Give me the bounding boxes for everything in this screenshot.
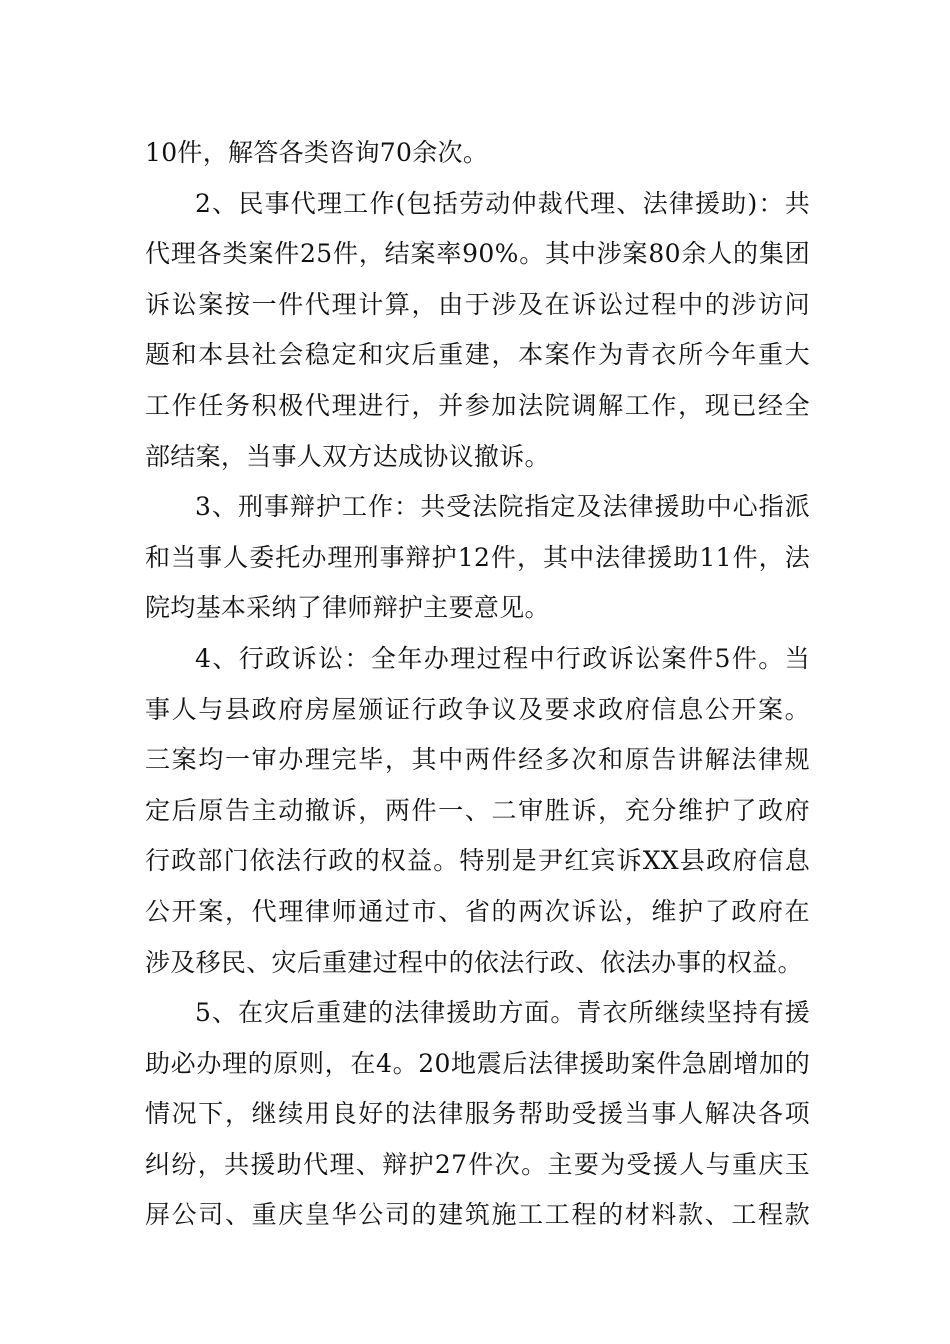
text-line: 5、在灾后重建的法律援助方面。青衣所继续坚持有援 — [195, 998, 810, 1028]
text-line: 情况下，继续用良好的法律服务帮助受援当事人解决各项 — [145, 1099, 810, 1129]
text-line: 2、民事代理工作(包括劳动仲裁代理、法律援助)：共 — [195, 188, 810, 218]
text-line: 代理各类案件25件，结案率90%。其中涉案80余人的集团 — [145, 239, 810, 269]
text-line: 三案均一审办理完毕，其中两件经多次和原告讲解法律规 — [145, 745, 810, 775]
text-line: 纠纷，共援助代理、辩护27件次。主要为受援人与重庆玉 — [145, 1149, 810, 1179]
text-line: 3、刑事辩护工作：共受法院指定及法律援助中心指派 — [195, 492, 810, 522]
text-line: 院均基本采纳了律师辩护主要意见。 — [145, 593, 550, 623]
text-line: 4、行政诉讼：全年办理过程中行政诉讼案件5件。当 — [195, 643, 810, 673]
text-line: 部结案，当事人双方达成协议撤诉。 — [145, 441, 550, 471]
text-line: 事人与县政府房屋颁证行政争议及要求政府信息公开案。 — [145, 694, 810, 724]
text-line: 工作任务积极代理进行，并参加法院调解工作，现已经全 — [145, 390, 810, 420]
text-line: 涉及移民、灾后重建过程中的依法行政、依法办事的权益。 — [145, 947, 803, 977]
text-line: 助必办理的原则，在4。20地震后法律援助案件急剧增加的 — [145, 1048, 810, 1078]
text-line: 行政部门依法行政的权益。特别是尹红宾诉XX县政府信息 — [145, 846, 810, 876]
text-line: 定后原告主动撤诉，两件一、二审胜诉，充分维护了政府 — [145, 795, 810, 825]
text-line: 题和本县社会稳定和灾后重建，本案作为青衣所今年重大 — [145, 340, 810, 370]
body-text — [145, 128, 810, 1241]
text-line: 诉讼案按一件代理计算，由于涉及在诉讼过程中的涉访问 — [145, 289, 810, 319]
text-line: 10件，解答各类咨询70余次。 — [145, 138, 489, 167]
text-line: 屏公司、重庆皇华公司的建筑施工工程的材料款、工程款 — [145, 1200, 810, 1230]
text-line: 和当事人委托办理刑事辩护12件，其中法律援助11件，法 — [145, 542, 810, 572]
text-line: 公开案，代理律师通过市、省的两次诉讼，维护了政府在 — [145, 896, 810, 926]
